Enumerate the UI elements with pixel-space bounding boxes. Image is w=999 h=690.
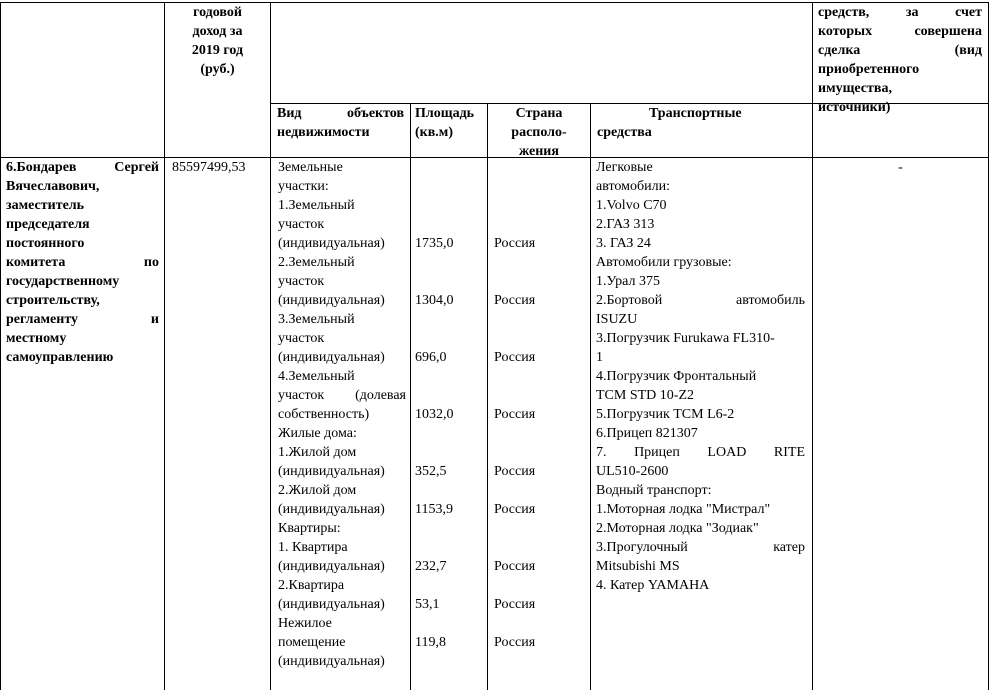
header-area-line: Площадь: [415, 106, 475, 121]
header-property-type: [277, 104, 404, 142]
vehicles-list-line: TCM STD 10-Z2: [596, 388, 694, 403]
header-vehicles-line: Транспортные: [649, 106, 742, 121]
property-list-line: (индивидуальная): [278, 654, 385, 669]
country-list-line: [494, 614, 584, 633]
country-list-line: Россия: [494, 559, 536, 574]
property-list-line: Земельные: [278, 160, 343, 175]
header-source-line: имущества,: [818, 81, 892, 96]
vehicles-list-line: Легковые: [596, 160, 653, 175]
property-list-line: 1. Квартира: [278, 540, 348, 555]
country-list-line: Россия: [494, 293, 536, 308]
vehicles-list-line: ISUZU: [596, 312, 638, 327]
property-list-line: (индивидуальная): [278, 502, 385, 517]
vehicles-list-line: 5.Погрузчик TCM L6-2: [596, 407, 735, 422]
area-list-line: 1032,0: [415, 407, 454, 422]
country-list-line: [494, 272, 584, 291]
property-list-line: (индивидуальная): [278, 350, 385, 365]
vehicles-list-line: 3.Прогулочный катер: [596, 540, 805, 555]
header-country-line: жения: [519, 144, 559, 159]
header-income-line: 2019 год: [191, 43, 244, 58]
property-list: [278, 158, 406, 671]
property-list-line: участок: [278, 331, 325, 346]
vehicles-list-line: автомобили:: [596, 179, 670, 194]
country-list-line: [494, 576, 584, 595]
vehicles-list-line: 3. ГАЗ 24: [596, 236, 651, 251]
country-list-line: [494, 310, 584, 329]
person-name-line: государственному: [6, 274, 120, 289]
area-list-line: [415, 386, 485, 405]
person-name-line: строительству,: [6, 293, 100, 308]
country-list-line: [494, 519, 584, 538]
area-list-line: [415, 272, 485, 291]
table-border: [812, 2, 813, 690]
country-list-line: [494, 652, 584, 671]
country-list-line: Россия: [494, 236, 536, 251]
property-list-line: 4.Земельный: [278, 369, 355, 384]
property-list-line: (индивидуальная): [278, 597, 385, 612]
table-border: [988, 2, 989, 690]
header-property-type-line: недвижимости: [277, 125, 370, 140]
property-list-line: участок (долевая: [278, 388, 406, 403]
area-list-line: 696,0: [415, 350, 447, 365]
area-list-line: [415, 576, 485, 595]
country-list-line: [494, 215, 584, 234]
country-list: [494, 158, 584, 671]
property-list-line: 1.Жилой дом: [278, 445, 357, 460]
area-list-line: [415, 614, 485, 633]
vehicles-list: [596, 158, 805, 595]
property-list-line: (индивидуальная): [278, 464, 385, 479]
header-country: [488, 104, 590, 161]
person-name: [6, 158, 159, 367]
vehicles-list-line: Водный транспорт:: [596, 483, 712, 498]
header-income-line: (руб.): [200, 62, 235, 77]
area-list-line: [415, 424, 485, 443]
area-list-line: [415, 215, 485, 234]
vehicles-list-line: 2.Моторная лодка "Зодиак": [596, 521, 759, 536]
country-list-line: [494, 386, 584, 405]
vehicles-list-line: 6.Прицеп 821307: [596, 426, 698, 441]
country-list-line: [494, 196, 584, 215]
property-list-line: Квартиры:: [278, 521, 341, 536]
person-name-line: местному: [6, 331, 67, 346]
vehicles-list-line: 7. Прицеп LOAD RITE: [596, 445, 805, 460]
country-list-line: [494, 367, 584, 386]
person-name-line: комитета по: [6, 255, 159, 270]
country-list-line: [494, 253, 584, 272]
property-list-line: участок: [278, 217, 325, 232]
country-list-line: [494, 177, 584, 196]
property-list-line: участок: [278, 274, 325, 289]
header-source-line: сделка (вид: [818, 43, 982, 58]
area-list-line: [415, 177, 485, 196]
person-name-line: заместитель: [6, 198, 85, 213]
property-list-line: (индивидуальная): [278, 559, 385, 574]
area-list-line: [415, 253, 485, 272]
vehicles-list-line: 3.Погрузчик Furukawa FL310-: [596, 331, 775, 346]
person-name-line: 6.Бондарев Сергей: [6, 160, 159, 175]
property-list-line: 2.Жилой дом: [278, 483, 357, 498]
source-value: -: [898, 160, 903, 175]
area-list-line: [415, 652, 485, 671]
area-list-line: [415, 443, 485, 462]
country-list-line: Россия: [494, 350, 536, 365]
header-area: [415, 104, 485, 142]
area-list-line: 1304,0: [415, 293, 454, 308]
country-list-line: Россия: [494, 597, 536, 612]
header-source-line: средств, за счет: [818, 5, 982, 20]
vehicles-list-line: 1.Моторная лодка "Мистрал": [596, 502, 771, 517]
person-name-line: Вячеславович,: [6, 179, 100, 194]
vehicles-list-line: 1.Урал 375: [596, 274, 661, 289]
header-source-line: которых совершена: [818, 24, 982, 39]
header-income-line: годовой: [193, 5, 242, 20]
property-list-line: (индивидуальная): [278, 293, 385, 308]
country-list-line: [494, 443, 584, 462]
header-source-line: источники): [818, 100, 891, 115]
table-border: [0, 2, 1, 690]
property-list-line: участки:: [278, 179, 329, 194]
vehicles-list-line: Автомобили грузовые:: [596, 255, 732, 270]
vehicles-list-line: 2.Бортовой автомобиль: [596, 293, 805, 308]
person-name-line: регламенту и: [6, 312, 159, 327]
area-list-line: 1153,9: [415, 502, 453, 517]
area-list-line: [415, 310, 485, 329]
vehicles-list-line: 1: [596, 350, 603, 365]
area-list-line: [415, 196, 485, 215]
vehicles-list-line: UL510-2600: [596, 464, 669, 479]
table-border: [590, 103, 591, 690]
area-list-line: [415, 519, 485, 538]
vehicles-list-line: Mitsubishi MS: [596, 559, 680, 574]
area-list-line: [415, 481, 485, 500]
area-list-line: 119,8: [415, 635, 446, 650]
table-border: [164, 2, 165, 690]
country-list-line: [494, 481, 584, 500]
property-list-line: Жилые дома:: [278, 426, 357, 441]
property-list-line: 3.Земельный: [278, 312, 355, 327]
header-income-line: доход за: [192, 24, 243, 39]
header-source-line: приобретенного: [818, 62, 920, 77]
header-vehicles-line: средства: [597, 125, 652, 140]
header-vehicles: [597, 104, 807, 142]
header-income: [165, 3, 270, 79]
header-property-type-line: Вид объектов: [277, 106, 404, 121]
country-list-line: [494, 158, 584, 177]
property-list-line: 2.Земельный: [278, 255, 355, 270]
area-list-line: [415, 538, 485, 557]
person-name-line: самоуправлению: [6, 350, 114, 365]
area-list-line: [415, 158, 485, 177]
vehicles-list-line: 4. Катер YAMAHA: [596, 578, 710, 593]
property-list-line: собственность): [278, 407, 370, 422]
area-list-line: 352,5: [415, 464, 447, 479]
income-value: 85597499,53: [172, 160, 246, 175]
vehicles-list-line: 2.ГАЗ 313: [596, 217, 655, 232]
area-list-line: [415, 367, 485, 386]
country-list-line: Россия: [494, 502, 536, 517]
area-list-line: 232,7: [415, 559, 447, 574]
header-country-line: Страна: [515, 106, 563, 121]
header-country-line: располо-: [511, 125, 567, 140]
country-list-line: [494, 424, 584, 443]
country-list-line: [494, 329, 584, 348]
property-list-line: 1.Земельный: [278, 198, 355, 213]
person-name-line: председателя: [6, 217, 90, 232]
country-list-line: Россия: [494, 635, 536, 650]
vehicles-list-line: 4.Погрузчик Фронтальный: [596, 369, 757, 384]
table-border: [410, 103, 411, 690]
header-source: [818, 3, 982, 117]
area-list-line: 1735,0: [415, 236, 454, 251]
vehicles-list-line: 1.Volvo C70: [596, 198, 667, 213]
property-list-line: (индивидуальная): [278, 236, 385, 251]
table-border: [487, 103, 488, 690]
area-list-line: [415, 329, 485, 348]
country-list-line: Россия: [494, 464, 536, 479]
person-name-line: постоянного: [6, 236, 85, 251]
property-list-line: 2.Квартира: [278, 578, 345, 593]
header-area-line: (кв.м): [415, 125, 453, 140]
area-list-line: 53,1: [415, 597, 440, 612]
country-list-line: [494, 538, 584, 557]
property-list-line: Нежилое: [278, 616, 332, 631]
property-list-line: помещение: [278, 635, 346, 650]
area-list: [415, 158, 485, 671]
table-border: [270, 2, 271, 690]
country-list-line: Россия: [494, 407, 536, 422]
